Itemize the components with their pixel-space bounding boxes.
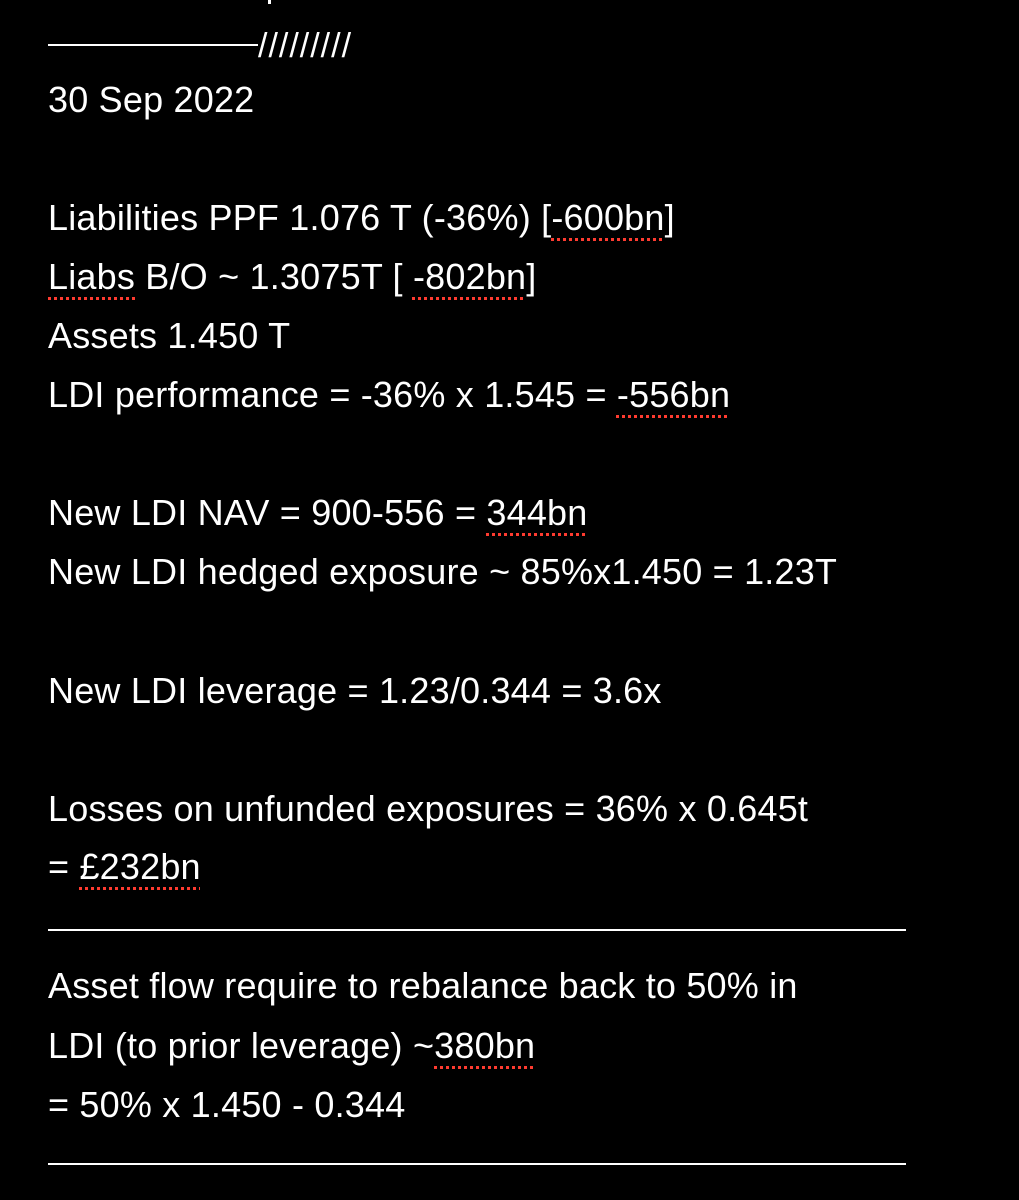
liabilities-ppf-close: ] xyxy=(664,197,675,238)
liabilities-ppf-text: Liabilities PPF 1.076 T (-36%) [ xyxy=(48,197,552,238)
header-rule xyxy=(48,44,258,46)
cropped-glyph xyxy=(268,0,271,4)
misspelled-word[interactable]: 344bn xyxy=(486,492,588,533)
misspelled-word[interactable]: £232bn xyxy=(79,846,201,887)
prior-leverage-text: LDI (to prior leverage) ~ xyxy=(48,1025,435,1066)
misspelled-word[interactable]: Liabs xyxy=(48,256,136,297)
new-ldi-nav-text: New LDI NAV = 900-556 = xyxy=(48,492,487,533)
losses-result-line xyxy=(48,845,201,889)
hedged-exposure-line: New LDI hedged exposure ~ 85%x1.450 = 1.23T xyxy=(48,551,838,592)
misspelled-word[interactable]: 380bn xyxy=(434,1025,536,1066)
rebalance-formula-line: = 50% x 1.450 - 0.344 xyxy=(48,1084,406,1125)
prior-leverage-line xyxy=(48,1024,535,1068)
ldi-performance-line xyxy=(48,373,730,417)
ldi-performance-text: LDI performance = -36% x 1.545 = xyxy=(48,374,617,415)
header-slashes: ///////// xyxy=(258,27,353,65)
date-line: 30 Sep 2022 xyxy=(48,79,255,120)
liabilities-ppf-line xyxy=(48,196,675,240)
new-ldi-nav-line xyxy=(48,491,587,535)
losses-result-eq: = xyxy=(48,846,80,887)
losses-line: Losses on unfunded exposures = 36% x 0.645t xyxy=(48,788,809,829)
section-rule xyxy=(48,929,906,931)
bottom-rule xyxy=(48,1163,906,1165)
misspelled-word[interactable]: -556bn xyxy=(616,374,731,415)
assets-line: Assets 1.450 T xyxy=(48,315,291,356)
asset-flow-line: Asset flow require to rebalance back to 50% in xyxy=(48,965,798,1006)
ldi-leverage-line: New LDI leverage = 1.23/0.344 = 3.6x xyxy=(48,670,662,711)
liabs-bo-close: ] xyxy=(526,256,537,297)
misspelled-word[interactable]: -802bn xyxy=(412,256,527,297)
liabs-bo-text: B/O ~ 1.3075T [ xyxy=(135,256,413,297)
liabs-bo-line xyxy=(48,255,536,299)
misspelled-word[interactable]: -600bn xyxy=(551,197,665,238)
